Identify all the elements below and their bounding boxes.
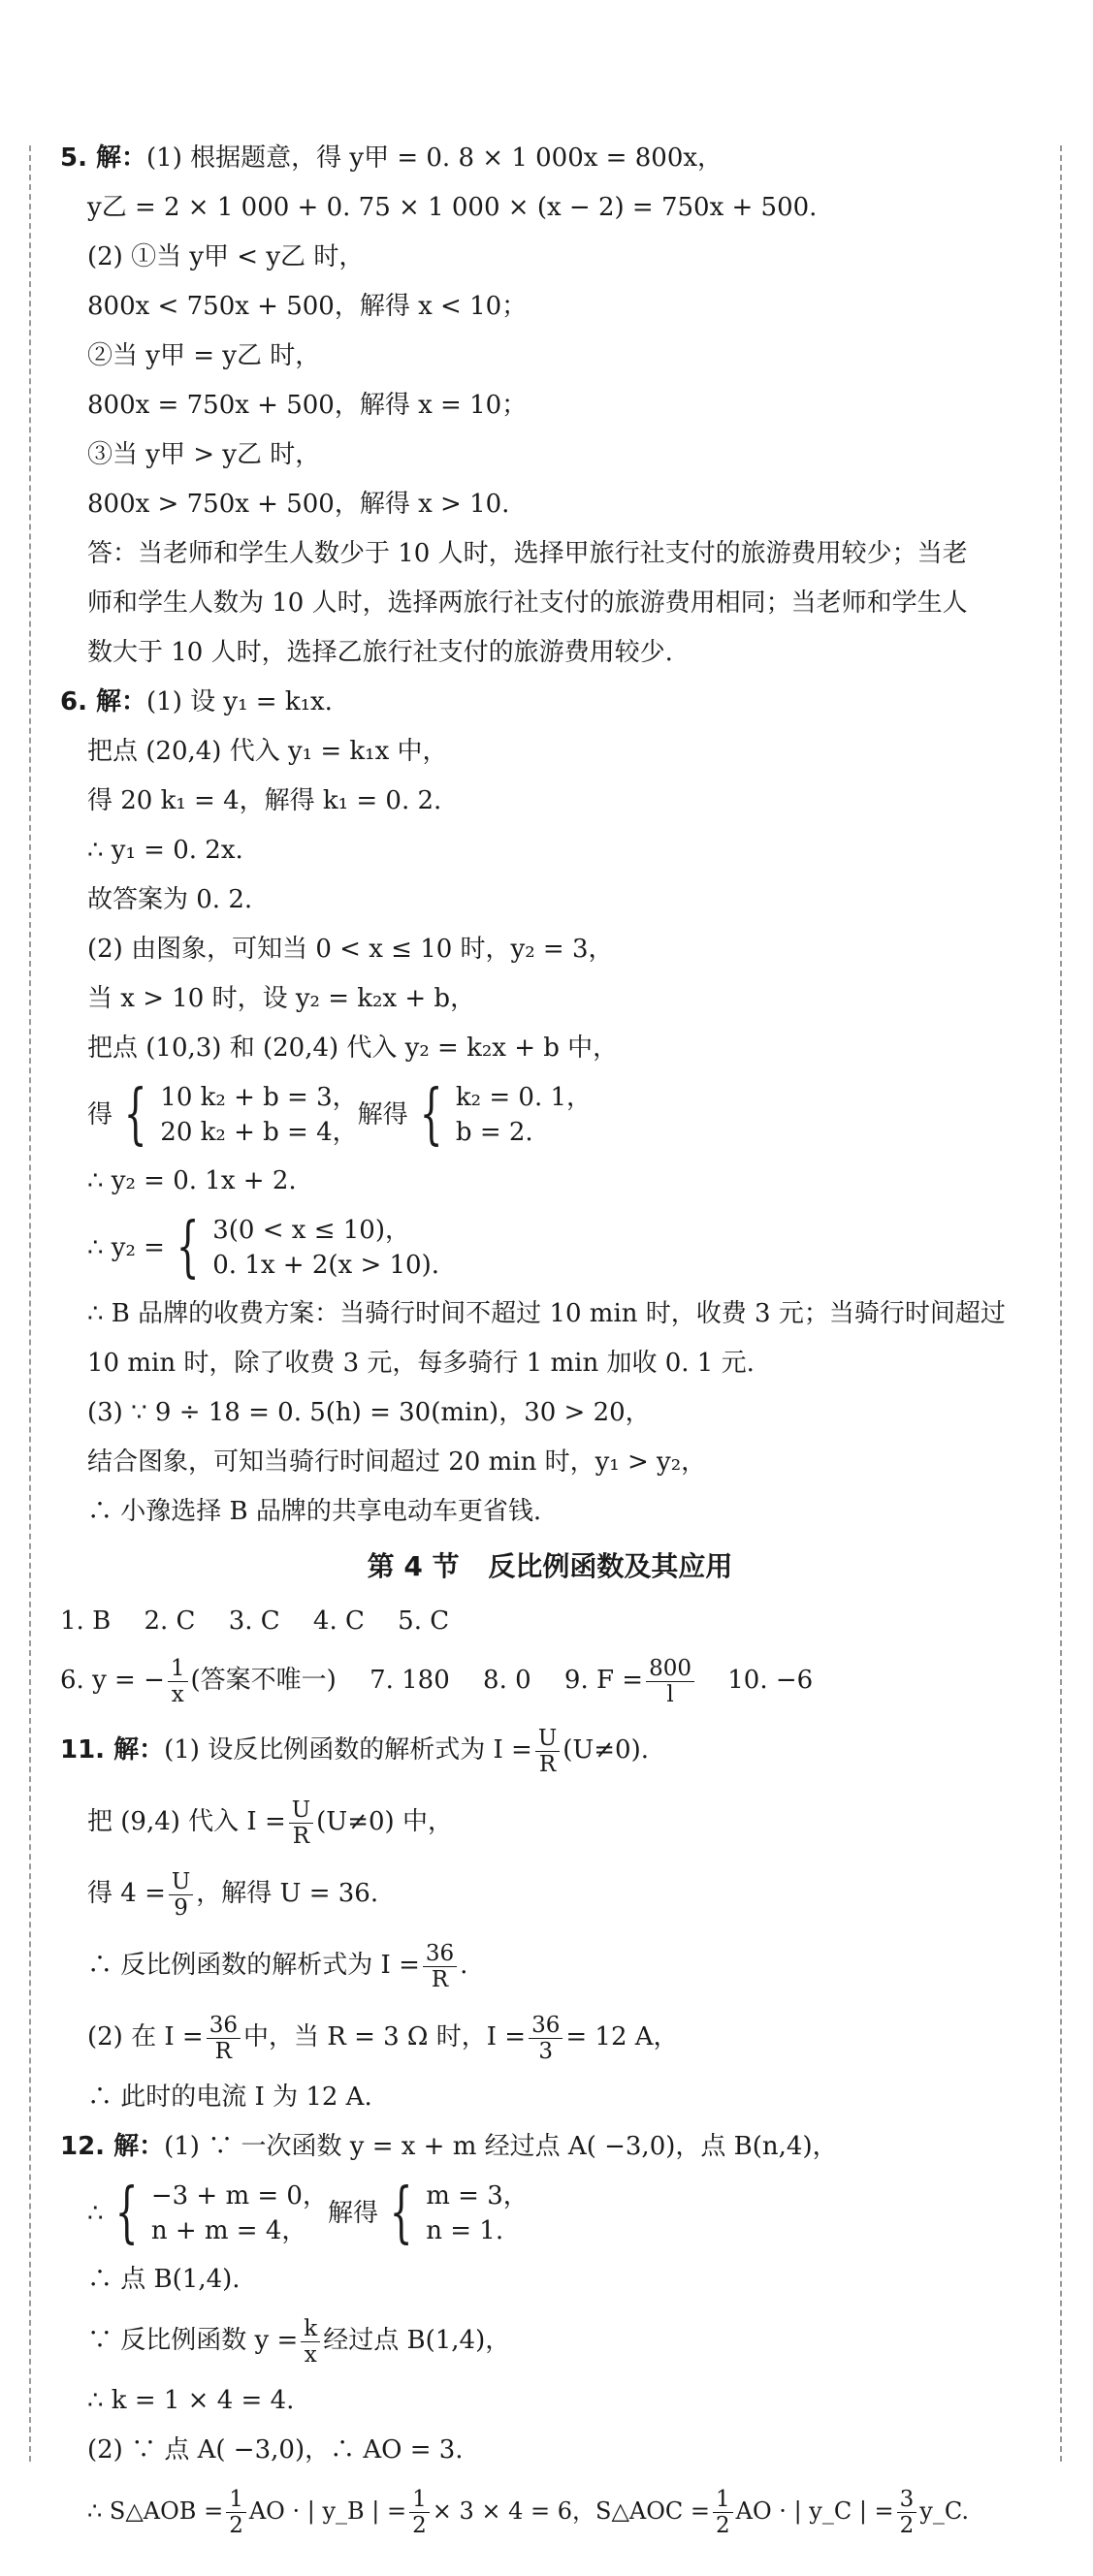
- fraction: $\frac{U}{R}$: [289, 1797, 313, 1849]
- equation-system: [60, 1073, 1040, 1157]
- text-fragment: 中，当 R = 3 Ω 时，I =: [242, 2022, 527, 2051]
- brace-icon: {: [389, 2175, 413, 2251]
- text-fragment: ∴: [87, 2198, 104, 2228]
- piecewise-function: [60, 1206, 1040, 1289]
- left-margin-rule: [29, 145, 31, 2462]
- text-fragment: 解得: [327, 2198, 378, 2228]
- fraction: $\frac{U}{9}$: [169, 1869, 193, 1921]
- fraction: $\frac{1}{x}$: [168, 1656, 188, 1707]
- short-answers-2: [60, 1646, 1040, 1714]
- answer-item: 5. C: [398, 1606, 450, 1636]
- problem-label: 6. 解：: [60, 687, 147, 716]
- text-fragment: = 12 A，: [565, 2022, 679, 2051]
- text-line: (3) ∵ 9 ÷ 18 = 0. 5(h) = 30(min)，30 > 20，: [87, 1398, 651, 1427]
- fraction: $\frac{1}{2}$: [226, 2487, 246, 2538]
- fraction: $\frac{36}{R}$: [423, 1941, 457, 1992]
- answer-item: 1. B: [60, 1606, 112, 1636]
- text-line: ∴ 此时的电流 I 为 12 A.: [87, 2083, 372, 2112]
- equation: n + m = 4，: [150, 2216, 307, 2245]
- answer-item: 4. C: [312, 1606, 365, 1636]
- text-line: 故答案为 0. 2.: [87, 885, 253, 914]
- brace-icon: {: [114, 2175, 139, 2251]
- short-answers-1: [60, 1597, 1040, 1646]
- text-fragment: 得 4 =: [87, 1879, 166, 1908]
- answer-item: 9. F =: [563, 1666, 644, 1695]
- text-line: ∴ 点 B(1,4).: [87, 2265, 241, 2294]
- equation: −3 + m = 0，: [150, 2181, 328, 2210]
- text-line: ∴ y₂ = 0. 1x + 2.: [87, 1166, 297, 1195]
- text-line: 800x < 750x + 500，解得 x < 10；: [87, 292, 528, 321]
- answer-item: 8. 0: [483, 1666, 531, 1695]
- answer-item: 7. 180: [370, 1666, 450, 1695]
- text-line: 师和学生人数为 10 人时，选择两旅行社支付的旅游费用相同；当老师和学生人: [87, 588, 968, 618]
- fraction: $\frac{1}{2}$: [409, 2487, 430, 2538]
- fraction: $\frac{1}{2}$: [713, 2487, 733, 2538]
- problem-6: [60, 678, 1040, 1537]
- text-line: ③当 y甲 > y乙 时，: [87, 440, 321, 469]
- text-fragment: .: [460, 1951, 468, 1980]
- text-fragment: ∴ S△AOB =: [87, 2497, 224, 2525]
- text-fragment: ∵ 反比例函数 y =: [87, 2326, 299, 2355]
- section-name: 反比例函数及其应用: [488, 1550, 733, 1582]
- problem-12: [60, 2122, 1040, 2547]
- text-fragment: ∴ 反比例函数的解析式为 I =: [87, 1951, 420, 1980]
- answer-item: 3. C: [228, 1606, 280, 1636]
- text-fragment: 把 (9,4) 代入 I =: [87, 1807, 286, 1836]
- fraction: $\frac{36}{3}$: [529, 2013, 563, 2064]
- equation: 10 k₂ + b = 3，: [160, 1083, 358, 1112]
- text-fragment: ，解得 U = 36.: [196, 1879, 379, 1908]
- answer-item: 2. C: [144, 1606, 196, 1636]
- text-fragment: ∴ y₂ =: [87, 1232, 165, 1262]
- text-line: 结合图象，可知当骑行时间超过 20 min 时，y₁ > y₂，: [87, 1447, 707, 1477]
- answer-item: 6. y = −: [60, 1666, 165, 1695]
- text-line: 10 min 时，除了收费 3 元，每多骑行 1 min 加收 0. 1 元.: [87, 1349, 755, 1378]
- text-fragment: (U≠0) 中，: [316, 1807, 453, 1836]
- answer-note: (答案不唯一): [190, 1666, 337, 1695]
- text-line: (1) ∵ 一次函数 y = x + m 经过点 A( −3,0)，点 B(n,4)，: [164, 2132, 838, 2161]
- text-line: ∴ B 品牌的收费方案：当骑行时间不超过 10 min 时，收费 3 元；当骑行时间超过: [87, 1299, 1006, 1328]
- text-fragment: AO · | y_B | =: [248, 2497, 407, 2525]
- text-fragment: y_C.: [919, 2497, 969, 2525]
- problem-11: [60, 1714, 1040, 2122]
- text-line: 数大于 10 人时，选择乙旅行社支付的旅游费用较少.: [87, 638, 673, 667]
- equation: 20 k₂ + b = 4，: [160, 1118, 358, 1147]
- equation: 0. 1x + 2(x > 10).: [212, 1251, 439, 1280]
- equation-system: [60, 2172, 1040, 2255]
- text-line: (2) ∵ 点 A( −3,0)，∴ AO = 3.: [87, 2435, 464, 2465]
- text-line: (2) ①当 y甲 < y乙 时，: [87, 242, 365, 271]
- text-line: 得 20 k₁ = 4，解得 k₁ = 0. 2.: [87, 786, 442, 815]
- text-line: 800x = 750x + 500，解得 x = 10；: [87, 391, 528, 420]
- fraction: $\frac{800}{l}$: [646, 1656, 694, 1707]
- text-line: (2) 由图象，可知当 0 < x ≤ 10 时，y₂ = 3，: [87, 935, 614, 964]
- text-line: (1) 设 y₁ = k₁x.: [146, 687, 333, 716]
- text-line: ∴ 小豫选择 B 品牌的共享电动车更省钱.: [87, 1497, 542, 1526]
- text-fragment: AO · | y_C | =: [735, 2497, 894, 2525]
- problem-label: 12. 解：: [60, 2132, 165, 2161]
- text-line: (1) 根据题意，得 y甲 = 0. 8 × 1 000x = 800x，: [146, 143, 723, 173]
- problem-label: 5. 解：: [60, 143, 147, 173]
- equation: n = 1.: [426, 2216, 504, 2245]
- text-line: 当 x > 10 时，设 y₂ = k₂x + b，: [87, 984, 476, 1013]
- text-line: ②当 y甲 = y乙 时，: [87, 341, 321, 370]
- section-title: [60, 1537, 1040, 1597]
- brace-icon: {: [419, 1076, 443, 1153]
- equation: b = 2.: [455, 1118, 533, 1147]
- text-line: ∴ k = 1 × 4 = 4.: [87, 2386, 295, 2415]
- text-fragment: 解得: [357, 1099, 408, 1129]
- text-fragment: (2) 在 I =: [87, 2022, 204, 2051]
- right-margin-rule: [1060, 145, 1062, 2462]
- text-line: 把点 (10,3) 和 (20,4) 代入 y₂ = k₂x + b 中，: [87, 1034, 619, 1063]
- answer-page: [60, 134, 1040, 2547]
- text-line: 把点 (20,4) 代入 y₁ = k₁x 中，: [87, 737, 448, 766]
- text-line: ∴ y₁ = 0. 2x.: [87, 836, 243, 865]
- fraction: $\frac{U}{R}$: [535, 1726, 560, 1777]
- equation: k₂ = 0. 1，: [455, 1083, 593, 1112]
- text-fragment: × 3 × 4 = 6，S△AOC =: [432, 2497, 711, 2525]
- fraction: $\frac{k}{x}$: [301, 2316, 320, 2368]
- text-fragment: (U≠0).: [563, 1735, 649, 1765]
- equation: 3(0 < x ≤ 10)，: [212, 1216, 410, 1245]
- text-line: 答：当老师和学生人数少于 10 人时，选择甲旅行社支付的旅游费用较少；当老: [87, 539, 968, 568]
- section-number: 第 4 节: [367, 1550, 460, 1582]
- text-line: 800x > 750x + 500，解得 x > 10.: [87, 490, 510, 519]
- fraction: $\frac{3}{2}$: [897, 2487, 917, 2538]
- problem-label: 11. 解：: [60, 1735, 165, 1765]
- fraction: $\frac{36}{R}$: [207, 2013, 241, 2064]
- answer-item: 10. −6: [727, 1666, 814, 1695]
- brace-icon: {: [123, 1076, 147, 1153]
- text-line: y乙 = 2 × 1 000 + 0. 75 × 1 000 × (x − 2) = 750x + 500.: [87, 193, 818, 222]
- equation: m = 3，: [426, 2181, 529, 2210]
- problem-5: [60, 134, 1040, 678]
- text-fragment: (1) 设反比例函数的解析式为 I =: [164, 1735, 532, 1765]
- text-fragment: 得: [87, 1099, 113, 1129]
- text-fragment: 经过点 B(1,4)，: [323, 2326, 511, 2355]
- brace-icon: {: [176, 1209, 200, 1286]
